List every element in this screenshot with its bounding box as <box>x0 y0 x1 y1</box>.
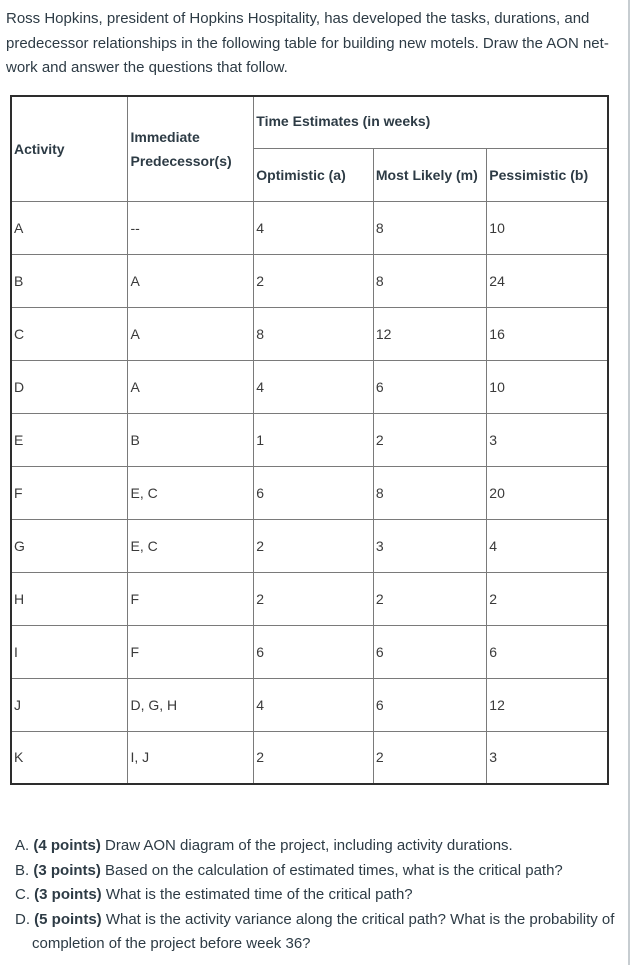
table-row <box>11 625 608 678</box>
cell-activity: A <box>11 201 128 254</box>
cell-pessimistic: 10 <box>487 360 608 413</box>
table-row <box>11 360 608 413</box>
cell-optimistic: 2 <box>254 519 374 572</box>
table-row <box>11 307 608 360</box>
cell-predecessors: E, C <box>128 466 254 519</box>
cell-predecessors: A <box>128 360 254 413</box>
cell-predecessors: F <box>128 572 254 625</box>
cell-most-likely: 6 <box>373 625 486 678</box>
cell-pessimistic: 4 <box>487 519 608 572</box>
cell-activity: G <box>11 519 128 572</box>
cell-pessimistic: 10 <box>487 201 608 254</box>
cell-pessimistic: 12 <box>487 678 608 731</box>
cell-optimistic: 2 <box>254 731 374 784</box>
cell-most-likely: 2 <box>373 413 486 466</box>
header-predecessors <box>128 96 254 201</box>
cell-predecessors: A <box>128 307 254 360</box>
header-predecessors-label: Immediate Predecessor(s) <box>130 128 232 169</box>
cell-activity: H <box>11 572 128 625</box>
table-row <box>11 731 608 784</box>
question-letter: A. <box>15 837 30 854</box>
cell-predecessors: D, G, H <box>128 678 254 731</box>
cell-activity: K <box>11 731 128 784</box>
cell-pessimistic: 3 <box>487 731 608 784</box>
header-most-likely: Most Likely (m) <box>373 148 486 201</box>
question-text: Draw AON diagram of the project, including activity durations. <box>105 837 513 854</box>
question-text: What is the activity variance along the critical path? What is the probability of completion of the project before week 36? <box>32 910 615 952</box>
cell-activity: D <box>11 360 128 413</box>
table-row <box>11 466 608 519</box>
table-header-row <box>11 96 608 148</box>
question-points: (4 points) <box>33 837 101 854</box>
cell-activity: F <box>11 466 128 519</box>
cell-optimistic: 4 <box>254 201 374 254</box>
header-time-estimates: Time Estimates (in weeks) <box>254 96 608 148</box>
cell-most-likely: 6 <box>373 678 486 731</box>
cell-predecessors: A <box>128 254 254 307</box>
cell-pessimistic: 6 <box>487 625 608 678</box>
header-pessimistic: Pessimistic (b) <box>487 148 608 201</box>
cell-activity: E <box>11 413 128 466</box>
cell-predecessors: I, J <box>128 731 254 784</box>
question-letter: D. <box>15 910 30 928</box>
table-row <box>11 678 608 731</box>
header-activity: Activity <box>11 96 128 201</box>
question-points: (3 points) <box>34 886 102 903</box>
header-optimistic: Optimistic (a) <box>254 148 374 201</box>
cell-most-likely: 2 <box>373 731 486 784</box>
cell-pessimistic: 24 <box>487 254 608 307</box>
cell-optimistic: 6 <box>254 625 374 678</box>
cell-optimistic: 1 <box>254 413 374 466</box>
cell-most-likely: 2 <box>373 572 486 625</box>
cell-optimistic: 4 <box>254 360 374 413</box>
cell-most-likely: 8 <box>373 201 486 254</box>
cell-predecessors: E, C <box>128 519 254 572</box>
cell-most-likely: 6 <box>373 360 486 413</box>
problem-intro: Ross Hopkins, president of Hopkins Hospitality, has developed the tasks, durations, and predecessor relationships in the following table for building new motels. Draw the AON net-work and answer the questions that follow. <box>6 10 609 76</box>
question-item <box>15 908 615 957</box>
cell-predecessors: -- <box>128 201 254 254</box>
cell-most-likely: 12 <box>373 307 486 360</box>
table-row <box>11 254 608 307</box>
cell-activity: J <box>11 678 128 731</box>
cell-activity: I <box>11 625 128 678</box>
page-scroll-edge <box>628 0 630 965</box>
cell-optimistic: 2 <box>254 254 374 307</box>
activity-table <box>10 95 609 785</box>
cell-optimistic: 6 <box>254 466 374 519</box>
cell-most-likely: 8 <box>373 466 486 519</box>
cell-pessimistic: 3 <box>487 413 608 466</box>
question-text: What is the estimated time of the critical path? <box>105 886 413 903</box>
question-points: (5 points) <box>34 910 102 928</box>
cell-most-likely: 8 <box>373 254 486 307</box>
question-list <box>15 834 615 957</box>
cell-pessimistic: 2 <box>487 572 608 625</box>
table-row <box>11 413 608 466</box>
cell-optimistic: 4 <box>254 678 374 731</box>
cell-predecessors: B <box>128 413 254 466</box>
table-row <box>11 519 608 572</box>
cell-optimistic: 2 <box>254 572 374 625</box>
cell-activity: B <box>11 254 128 307</box>
question-item <box>15 859 615 884</box>
table-row <box>11 572 608 625</box>
cell-pessimistic: 20 <box>487 466 608 519</box>
question-text: Based on the calculation of estimated times, what is the critical path? <box>105 861 563 879</box>
question-letter: C. <box>15 886 30 903</box>
table-row <box>11 201 608 254</box>
cell-activity: C <box>11 307 128 360</box>
cell-optimistic: 8 <box>254 307 374 360</box>
question-letter: B. <box>15 861 30 879</box>
cell-pessimistic: 16 <box>487 307 608 360</box>
cell-most-likely: 3 <box>373 519 486 572</box>
question-item <box>15 834 615 859</box>
cell-predecessors: F <box>128 625 254 678</box>
question-item <box>15 883 615 908</box>
question-points: (3 points) <box>33 861 101 879</box>
